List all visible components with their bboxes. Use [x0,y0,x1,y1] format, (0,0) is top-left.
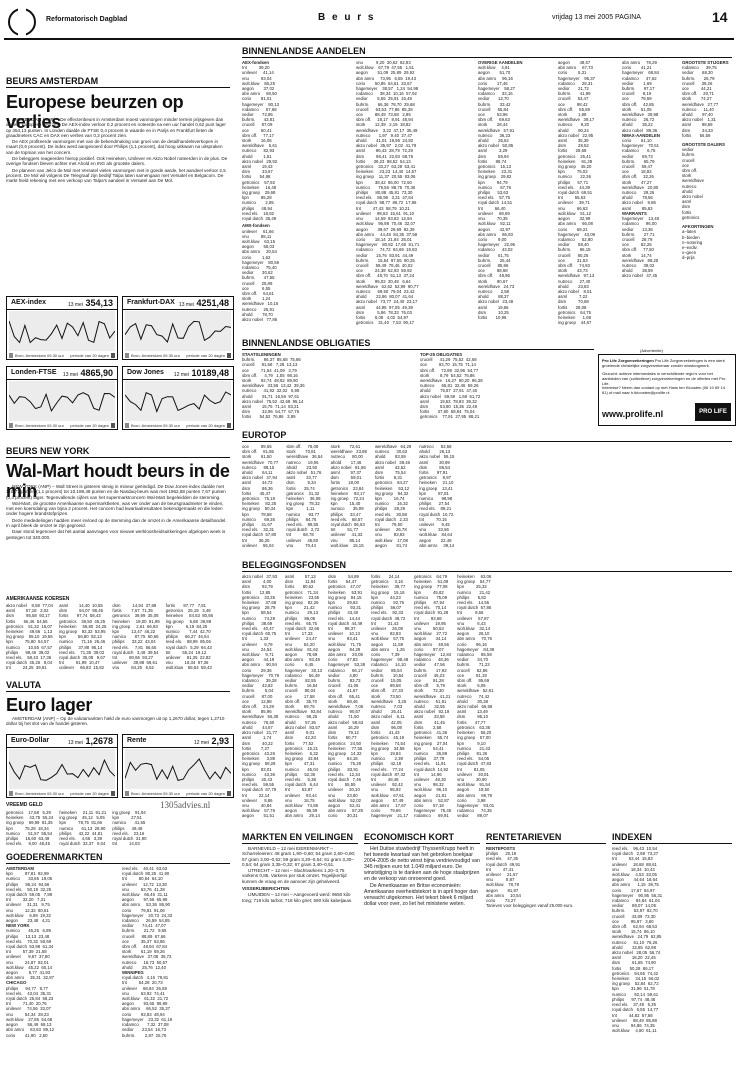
table-column: fortis 87,77 7,81 getronics 25,19 3,48 heineken 84,53 80,66 ing groep 6,68 39,88 kpn 6,19 84,25 numico 7,44 42,70 philips 66,27 46,54 reed els. 88,99 85,06 royal dutch 5,29 94,43 tnt 55,24 19,12 unilever 81,35 22,82 vnu 18,34 97,36 wolt.kluw 55,54 59,43 [165,603,213,671]
table-column: vedior buhrm. crucell oce sbm off. stork wereldhave nutreco ahold akzo nobel asml dsm fortis getronics [682,147,704,220]
table-column: heineken 63,06 ing groep 54,77 kpn 25,32 numico 21,42 philips 5,82 reed els. 14,55 royal dutch 67,86 tnt 8,66 unilever 57,87 vnu 6,43 wolt.kluw 32,14 aegon 28,10 abn amro 70,76 corio 96,16 hagemeyer 84,39 rodamco 85,59 vedior 34,70 buhrm. 71,23 crucell 52,86 oce 81,19 sbm off. 95,69 stork 6,09 wereldhave 52,91 nutreco 74,42 ahold 30,38 akzo nobel 66,58 asml 13,49 dsm 95,10 fortis 47,77 getronics 63,36 heineken 56,20 ing groep 57,00 kpn 9,10 numico 21,43 philips 81,26 reed els. 54,05 royal dutch 47,83 tnt 81,05 unilever 30,81 vnu 30,90 wolt.kluw 91,54 aegon 19,50 abn amro 69,79 corio 3,98 hagemeyer 93,01 rodamco 74,35 vedior 89,07 [457,574,495,819]
section-indexen: INDEXEN [612,832,732,844]
table-column: reed els. 96,43 10,54 royal dutch 2,98 73,27 tnt 53,44 15,83 unilever 18,68 88,61 vnu 18,34 10,43 wolt.kluw 4,53 33,05 aegon 44,64 18,64 abn amro 1,15 39,75 corio 17,67 84,97 hagemeyer 90,95 56,31 rodamco 84,84 61,04 vedior 88,07 14,05 buhrm. 53,97 82,70 crucell 43,89 73,30 oce 95,97 3,60 sbm off. 62,94 68,53 stork 15,74 86,10 wereldhave 24,79 62,85 nutreco 61,10 76,26 ahold 32,85 62,98 akzo nobel 28,05 56,74 asml 18,20 22,45 dsm 61,65 74,90 fortis 50,28 86,17 getronics 94,65 74,42 heineken 34,15 56,02 ing groep 52,84 62,72 kpn 31,96 51,78 numico 92,14 59,61 philips 97,74 48,46 reed els. 37,49 5,35 royal dutch 6,55 14,77 tnt 44,82 67,68 unilever 98,49 85,88 vnu 94,86 74,35 wolt.kluw 4,80 61,11 [612,846,663,1034]
subheading: TOP-25 OBLIGATIES [420,352,463,357]
table-vreemd-geld [6,810,232,848]
chart-line [125,759,231,780]
paragraph: NEW YORK (ANP) – Wall Street is gisteren stevig in mineur geëindigd. De Dow Jones-index daalde met 110,77 punten (1,1 procent) tot 10.189,48 punten en de Nasdaq-beurs was met 1962,88 punten 7,67 punten (0,4 procent) lager. Tegenvallende cijfers van het supermarktconcern Wal-Mart begeleidden de stemming. [6,484,226,500]
section-renetarieven: RENTETARIEVEN [486,832,606,844]
chart-line [9,393,115,411]
chart-ftse [6,366,118,430]
table-column: royal dutch 4,16 79,81 tnt 54,28 20,73 unilever 68,84 26,59 vnu 63,92 74,41 wolt.kluw 61,32 21,72 aegon 93,65 88,89 abn amro 66,52 35,37 corio 93,83 48,94 hagemeyer 23,32 61,19 rodamco 7,32 37,08 vedior 23,54 16,73 buhrm. 2,87 25,76 [122,975,173,1038]
chart-name: Frankfurt-DAX [127,299,175,306]
section-binnenlandse-aandelen: BINNENLANDSE AANDELEN [242,46,732,58]
table-column: rodamco 39,75 vedior 68,30 buhrm. 26,79 crucell 39,26 oce 44,21 sbm off. 20,71 stork 74,27 wereldhave 27,77 nutreco 11,40 ahold 97,40 akzo nobel 1,31 asml 98,69 dsm 34,33 fortis 56,59 [682,65,719,138]
amerikaanse-koersen-title: AMERIKAANSE KOERSEN [6,596,70,602]
note: Tarieven voor beleggingen vanaf 25.000 euro. [486,903,574,909]
advertentie-label: (Advertentie) [640,348,663,353]
subheading: AMX-fondsen [242,223,270,229]
table-column: fortis 24,14 getronics 3,16 heineken 39,77 ing groep 15,18 kpn 44,23 numico 92,76 philips 56,07 reed els. 92,33 royal dutch 49,72 tnt 31,43 unilever 26,08 vnu 82,83 wolt.kluw 57,75 aegon 11,59 abn amro 1,26 corio 7,39 hagemeyer 98,48 rodamco 14,10 vedior 85,54 buhrm. 10,54 crucell 15,05 oce 89,68 sbm off. 27,33 stork 73,50 wereldhave 3,25 nutreco 7,03 ahold 26,41 akzo nobel 6,11 asml 42,05 dsm 96,08 fortis 41,43 getronics 45,19 heineken 74,54 ing groep 34,58 kpn 19,84 numico 2,39 philips 42,18 reed els. 77,24 royal dutch 87,32 tnt 48,48 unilever 92,42 vnu 95,92 wolt.kluw 67,51 aegon 57,49 abn amro 17,67 corio 79,66 hagemeyer 21,17 [371,574,409,819]
section-binnenlandse-obligaties: BINNENLANDSE OBLIGATIES [242,338,594,350]
table-overige-aandelen [478,60,556,330]
table-column: dsm 54,89 fortis 54,47 getronics 47,07 heineken 53,91 ing groep 94,15 kpn 29,63 numico 93,31 philips 43,40 reed els. 14,44 royal dutch 44,49 tnt 98,37 unilever 10,13 vnu 93,41 wolt.kluw 71,75 aegon 84,29 abn amro 20,08 corio 47,83 hagemeyer 53,38 rodamco 66,17 vedior 4,80 buhrm. 83,73 crucell 41,06 oce 41,67 sbm off. 65,41 stork 68,46 wereldhave 7,06 nutreco 90,67 ahold 71,50 akzo nobel 58,63 asml 16,29 dsm 79,12 fortis 60,77 getronics 24,50 heineken 77,55 ing groep 14,32 kpn 64,18 numico 75,28 philips 83,91 reed els. 12,34 royal dutch 7,46 tnt 55,55 unilever 20,10 vnu 23,80 wolt.kluw 52,02 aegon 52,41 abn amro 87,29 corio 30,31 [328,574,366,819]
chart-name: Rente [127,737,147,744]
headline-europese-beurzen: Europese beurzen op verlies [6,92,184,132]
table-column: corio 61,10 hagemeyer 70,51 rodamco 6,75 vedior 69,73 buhrm. 65,79 crucell 59,47 oce 18,82 sbm off. 32,26 stork 47,27 wereldhave 20,80 nutreco 29,26 ahold 78,56 akzo nobel 9,86 asml 85,63 [622,138,660,211]
chart-value: 13 mei 354,13 [67,298,113,308]
chart-name: Londen-FTSE [11,369,57,376]
paragraph: De plannen van Jelco de Mol met Versatel vielen vanmorgen niet in goede aarde, het aandeel verloor 2,5 procent. De Mol wil volgens De Telegraaf zijn bedrijf Talpa laten samengaan met Versatel en Belgacom. De markt hield rekening met een verkoop van Talpa's aandeel in Versatel aan De Mol. [6,167,226,184]
table-column: reed els. 40,41 63,63 royal dutch 80,25 41,90 tnt 80,64 64,10 unilever 12,72 13,30 vnu 63,76 41,28 wolt.kluw 66,46 31,11 aegon 97,66 65,98 abn amro 53,36 86,90 corio 79,81 91,06 hagemeyer 20,73 24,33 rodamco 26,59 54,85 vedior 74,41 47,07 buhrm. 21,72 9,55 crucell 88,89 67,66 oce 35,37 63,86 sbm off. 48,94 67,84 stork 61,19 69,26 wereldhave 37,08 35,73 nutreco 16,73 50,57 ahold 25,76 12,40 [122,866,173,970]
table-amerikaanse-koersen [6,603,232,673]
headline-wal-mart: Wal-Mart houdt beurs in de min [6,461,230,501]
subheading: NMAX-AANDELEN [622,132,660,138]
table-eurotop [242,444,732,554]
subheading: CHICAGO [6,980,27,986]
subheading: NEW YORK [6,923,30,929]
chart-plot [9,749,115,789]
paragraph: AMSTERDAM (ANP) – De effectenbeurs in Amsterdam moest vanmorgen minder terrein prijsgeven dan andere Europese beurzen. De AEX-index verloor 0,2 procent en noteerde na een uur handel 0,62 punt lager op 354,13 punten. In Londen daalde de FTSE 0,4 procent in waarde en in Parijs en Frankfurt lieten de graadmeters CAC en DAX een verlies van 0,3 procent zien. [6,117,226,138]
newspaper-logo-icon [8,8,36,36]
subheading: GROOTSTE DALERS [682,142,725,148]
table-column: vnu 9,20 30,62 82,93 wolt.kluw 67,79 47,55 1,51 aegon 51,09 25,89 29,92 abn amro 73,96 6,55 19,43 corio 50,85 64,61 33,67 hagemeyer 38,57 1,24 54,98 rodamco 38,34 10,16 57,92 vedior 5,55 25,91 16,48 buhrm. 66,36 78,70 29,68 crucell 63,53 77,86 85,28 oce 88,49 73,58 2,85 sbm off. 18,17 8,91 48,94 stork 12,39 2,19 18,82 wereldhave 3,22 47,17 35,49 nutreco 1,97 9,40 27,47 ahold 41,01 19,95 24,82 akzo nobel 35,97 2,02 41,79 asml 86,43 28,79 72,29 dsm 98,41 22,93 68,76 fortis 39,23 98,52 54,13 getronics 33,27 63,28 53,41 heineken 23,23 14,40 14,57 ing groep 11,37 20,55 83,06 kpn 38,42 86,00 72,50 numico 79,56 88,75 70,36 philips 80,88 45,81 73,30 reed els. 86,96 3,31 47,64 royal dutch 98,77 86,72 17,96 tnt 47,43 58,79 10,21 unilever 98,63 15,61 91,10 vnu 14,59 83,83 12,94 wolt.kluw 96,98 70,46 32,07 aegon 39,67 29,69 92,39 abn amro 44,48 84,35 37,58 corio 18,14 21,84 26,01 hagemeyer 80,82 17,60 81,71 rodamco 74,72 84,69 19,83 vedior 15,76 83,91 44,49 buhrm. 15,54 97,55 90,25 crucell 59,49 78,46 40,02 oce 24,38 62,93 59,92 sbm off. 48,70 51,13 37,24 stork 95,02 30,48 6,64 wereldhave 62,62 52,99 90,77 nutreco 69,50 79,04 23,42 ahold 22,86 80,07 41,64 akzo nobel 73,77 24,40 23,17 asml 44,95 97,05 49,39 dsm 5,96 78,33 76,03 fortis 5,08 4,02 54,97 getronics 31,40 7,53 90,17 [356,60,420,326]
article-wal-mart [6,484,230,592]
chart-plot [9,311,115,351]
paragraph: Het Duitse stuwbedrijf ThyssenKrupp heeft in het tweede kwartaal van het gebroken boekjaar 2004-2005 de netto winst bijna verdrievoudigd van 345 miljoen euro tot 1.049 miljard euro. De winststijging is te danken aan de hoge staalprijzen en de verkoop van onroerend goed. [364,846,480,882]
table-nmax [622,60,680,330]
table-column: akzo nobel 37,93 asml 4,00 dsm 92,79 fortis 12,85 getronics 33,35 heineken 37,68 ing groep 28,79 kpn 58,54 numico 74,29 philips 38,69 reed els. 40,47 royal dutch 60,75 tnt 1,33 unilever 9,79 vnu 24,54 wolt.kluw 9,71 aegon 44,19 abn amro 90,94 corio 29,36 hagemeyer 70,79 rodamco 39,28 vedior 42,82 buhrm. 5,04 crucell 87,00 oce 12,88 sbm off. 24,29 stork 85,96 wereldhave 56,39 nutreco 76,60 ahold 44,67 akzo nobel 21,77 asml 1,74 dsm 40,22 fortis 7,27 getronics 43,26 heineken 3,89 ing groep 59,28 kpn 83,01 numico 43,36 philips 40,43 reed els. 59,55 royal dutch 67,79 tnt 22,14 unilever 8,86 vnu 40,84 wolt.kluw 57,76 aegon 51,51 [242,574,280,819]
chart-line [125,321,231,342]
chart-dow-jones [122,366,234,430]
table-indexen [612,846,732,1064]
ad-url[interactable]: www.prolife.nl [602,409,664,419]
table-column: tnt 39,20 unilever 41,14 vnu 93,04 wolt.kluw 86,25 aegon 37,02 abn amro 68,50 corio 81,01 hagemeyer 80,13 rodamco 57,68 vedior 72,85 buhrm. 43,81 crucell 87,09 oce 60,41 sbm off. 77,17 stork 16,05 wereldhave 6,61 nutreco 82,93 ahold 1,51 akzo nobel 29,92 asml 19,43 dsm 33,67 fortis 54,98 getronics 57,92 heineken 16,48 ing groep 29,68 kpn 85,28 numico 2,85 philips 48,94 reed els. 18,82 royal dutch 35,49 [242,65,280,222]
table-top25 [420,352,595,422]
table-column: asml 57,13 dsm 11,94 fortis 80,62 getronics 71,34 heineken 23,55 ing groep 82,26 kpn 21,42 numico 29,13 philips 86,05 reed els. 65,75 royal dutch 32,66 tnt 17,33 unilever 24,47 vnu 54,20 wolt.kluw 81,62 aegon 78,69 abn amro 93,48 corio 6,45 hagemeyer 30,13 rodamco 56,49 vedior 82,55 buhrm. 16,54 crucell 80,04 oce 17,58 sbm off. 35,70 stork 69,75 wereldhave 93,84 nutreco 58,25 ahold 57,36 akzo nobel 83,57 asml 9,01 dsm 42,20 fortis 77,52 getronics 15,21 heineken 6,32 ing groep 43,94 kpn 47,31 numico 45,04 philips 52,36 reed els. 5,38 royal dutch 6,44 tnt 53,87 unilever 93,44 vnu 18,75 wolt.kluw 74,86 aegon 95,59 abn amro 29,14 [285,574,323,819]
table-renetarieven [486,846,606,916]
section-valuta: VALUTA [6,680,230,692]
chart-rente [122,734,234,798]
section-eurotop: EUROTOP [242,430,732,442]
table-aex-koersen [356,60,474,330]
paragraph: Wal-Mart, de grootste Amerikaanse supermarktketen, was ver onder aan de beursgraadmeter te vinden, met een koersdaling van bijna 2 procent. Het concern had kwartaalresultaten bekendgemaakt en die leden onder hogere brandstofprijzen. [6,500,224,517]
paragraph: AMSTERDAM (ANP) – Op de valutamarkten hield de euro vanmorgen uit op 1,2670 dollar, tegen 1,2710 dollar bij het slot van de handel gisteren. [6,716,225,727]
table-goederen-right [122,866,232,1064]
table-column: sbm off. 76,08 stork 70,81 wereldhave 36,54 nutreco 19,06 ahold 23,50 akzo nobel 51,76 asml 33,77 dsm 9,34 fortis 25,74 getronics 31,32 heineken 36,08 ing groep 78,32 kpn 1,11 numico 93,77 philips 84,76 reed els. 88,55 royal dutch 2,72 tnt 68,78 unilever 45,80 vnu 70,44 [286,444,323,548]
table-column: unilever 61,66 vnu 88,11 wolt.kluw 63,15 aegon 56,03 abn amro 20,54 corio 1,62 hagemeyer 80,59 rodamco 75,40 vedior 30,62 buhrm. 47,55 crucell 25,89 oce 6,55 sbm off. 64,61 stork 1,24 wereldhave 10,16 nutreco 25,91 ahold 78,70 akzo nobel 77,86 [242,228,280,322]
table-column: getronics 17,68 5,29 heineken 43,75 55,24 ing groep 69,99 81,35 kpn 75,28 18,34 numico 51,57 55,54 philips 16,60 63,49 reed els. 9,00 48,45 [6,810,54,847]
chart-dax [122,296,234,360]
chart-value: 12 mei 2,93 [193,736,229,746]
page-date: vrijdag 13 mei 2005 PAGINA [552,14,641,21]
chart-name: Euro-Dollar [11,737,50,744]
section-beurs-amsterdam: BEURS AMSTERDAM [6,76,230,88]
chart-footer: Bron: Amsterdam 09.30 uur periode van 20 dagen [9,421,115,429]
paragraph: De Amerikaanse en Britse economieën: Amerikaanse overheidstekort is in april hoger dan verwacht uitgekomen. Het tekort bleek 6 miljard dollar voor over, zo liet het ministerie weten. [364,883,478,907]
ad-line: Pro Life Zorgverzekeringen Pro Life Zorgverzekeringen is een sterk groeiende christelijke zorgverzekeraar zonder winstoogmerk. [602,358,725,368]
table-column: nutreco 53,58 ahold 26,13 akzo nobel 59,15 asml 30,99 dsm 86,54 fortis 97,91 getronics 8,97 heineken 21,10 ing groep 13,41 kpn 87,81 numico 98,98 philips 27,54 reed els. 89,21 royal dutch 10,72 tnt 70,15 unilever 9,45 vnu 33,56 wolt.kluw 84,64 aegon 22,48 abn amro 39,14 [419,444,455,548]
subheading: OVERIGE AANDELEN [478,60,523,65]
subheading: RENTEPOSTS [486,846,516,851]
table-overige-2 [558,60,620,330]
paragraph: Deze mededelingen hadden meer invloed op de stemming dan de omzet in de Amerikaanse detailhandel. In april bleek de omzet te zijn gegroeid. [6,517,227,529]
chart-footer: Bron: Amsterdam 09.30 uur periode van 20 dagen [125,351,231,359]
article-markten [242,846,358,1064]
table-column: heineken 21,11 81,21 ing groep 45,12 5,05 kpn 78,75 81,66 numico 61,13 28,90 philips 42,22 44,81 reed els. 4,66 3,39 royal dutch 33,37 9,04 [59,810,107,847]
table-column: wolt.kluw 4,91 aegon 51,70 abn amro 96,16 corio 17,46 hagemeyer 58,27 rodamco 33,16 vedior 12,70 buhrm. 33,42 crucell 55,84 oce 53,96 sbm off. 69,63 stork 28,44 wereldhave 57,91 nutreco 36,23 ahold 26,62 akzo nobel 50,85 asml 3,29 dsm 59,94 fortis 88,74 getronics 15,13 heineken 23,31 ing groep 29,82 kpn 94,79 numico 67,76 philips 53,63 reed els. 57,75 royal dutch 14,51 tnt 66,40 unilever 68,69 vnu 70,35 wolt.kluw 82,11 aegon 42,97 abn amro 86,93 corio 9,00 hagemeyer 22,96 rodamco 43,02 vedior 61,75 buhrm. 25,44 crucell 85,96 oce 88,68 sbm off. 48,95 stork 90,67 wereldhave 24,73 nutreco 2,58 ahold 88,37 akzo nobel 23,48 asml 19,66 dsm 10,25 fortis 10,96 [478,65,516,320]
chart-euro-dollar [6,734,118,798]
section-beurs-new-york: BEURS NEW YORK [6,446,230,458]
table-column: akzo nobel 8,58 77,04 asml 57,18 3,02 dsm 95,58 93,17 fortis 66,46 54,55 getronics 51,32 16,07 heineken 49,66 1,13 ing groep 65,10 19,56 kpn 75,80 54,57 numico 10,55 67,57 philips 98,46 39,02 reed els. 58,43 17,36 royal dutch 45,25 8,04 tnt 24,25 39,91 [6,603,54,671]
section-goederenmarkten: GOEDERENMARKTEN [6,852,230,864]
page-number: 14 [712,9,728,25]
subheading: WINNIPEG [122,970,144,976]
table-column: dsm 14,94 37,88 fortis 7,67 71,35 getronics 39,99 35,08 heineken 19,00 91,99 ing groep 2,61 66,83 kpn 13,47 46,22 numico 87,75 60,66 philips 33,22 43,04 reed els. 7,81 56,65 royal dutch 3,48 39,54 tnt 80,66 93,27 unilever 39,88 69,61 vnu 84,25 6,52 [112,603,160,671]
article-europese-beurzen [6,117,230,287]
section-beleggingsfondsen: BELEGGINGSFONDSEN [242,560,732,572]
chart-plot [125,311,231,351]
section-title: B e u r s [318,12,376,23]
table-column: getronics 64,79 heineken 51,09 ing groep 77,08 kpn 45,82 numico 75,09 philips 67,94 reed els. 70,14 royal dutch 91,28 tnt 93,68 unilever 19,95 vnu 50,53 wolt.kluw 27,72 aegon 34,14 abn amro 48,56 corio 87,07 hagemeyer 12,84 rodamco 48,36 vedior 47,56 buhrm. 17,92 crucell 45,23 oce 91,28 sbm off. 5,79 stork 72,30 wereldhave 41,21 nutreco 51,91 ahold 32,55 akzo nobel 92,19 asml 33,58 dsm 41,45 fortis 2,58 getronics 41,36 heineken 55,74 ing groep 27,04 kpn 54,41 numico 26,89 philips 37,79 reed els. 11,91 royal dutch 14,92 tnt 14,96 unilever 48,30 vnu 98,32 wolt.kluw 96,10 aegon 21,81 abn amro 52,87 corio 57,18 hagemeyer 75,45 rodamco 69,91 [414,574,452,819]
chart-name: AEX-index [11,299,47,306]
chart-name: Dow Jones [127,369,164,376]
chart-footer: Bron: Amsterdam 09.30 uur periode van 20 dagen [9,351,115,359]
table-column: wereldhave 64,29 nutreco 30,63 ahold 83,59 akzo nobel 38,46 asml 43,52 dsm 75,54 fortis 8,31 getronics 84,27 heineken 53,12 ing groep 94,32 kpn 16,74 numico 16,32 philips 28,29 reed els. 30,58 royal dutch 2,33 tnt 79,50 unilever 26,78 vnu 83,93 wolt.kluw 17,08 aegon 81,74 [374,444,412,548]
ad-line: Interesse? Neem dan contact op met Hans ten Kloosten (06 10 69 14 81) of mail naar h.tkloosten@prolife.nl [602,385,725,395]
table-column: asml 14,40 10,55 dsm 94,07 98,46 fortis 97,74 58,43 getronics 39,50 45,25 heineken 59,80 24,25 ing groep 92,32 53,95 kpn 56,80 82,13 numico 71,16 26,46 philips 37,88 95,14 reed els. 71,35 39,02 royal dutch 35,08 9,67 tnt 91,99 10,47 unilever 66,83 15,82 [59,603,107,671]
chart-value: 13 mei 1,2678 [67,736,113,746]
chart-aex [6,296,118,360]
chart-footer: Bron: Amsterdam 09.30 uur periode van 20 dagen [9,789,115,797]
header-rule [4,38,734,40]
table-column: crucell 41,29 75,52 42,68 oce 93,70 15,75 71,14 sbm off. 72,89 32,96 54,77 stork 8,79 54,52 76,86 wereldhave 16,27 90,20 96,38 nutreco 65,81 32,46 59,26 ahold 75,87 27,91 47,40 akzo nobel 59,59 1,68 61,72 asml 19,53 78,93 39,32 dsm 53,80 15,35 22,49 fortis 37,80 58,94 75,04 getronics 77,91 27,95 88,21 [420,357,483,420]
subheading: AFKORTINGEN [682,224,714,230]
section-economisch-kort: ECONOMISCH KORT [364,832,480,844]
chart-line [9,321,115,343]
page-header [0,0,738,40]
pro-life-logo-icon: PRO LIFE [695,403,731,421]
table-column: ing groep 91,94 kpn 27,51 numico 41,55 philips 49,48 reed els. 23,16 royal dutch 31,90 tnt 14,03 [112,810,147,847]
paragraph: UTRECHT – 12 mei – Slachtvarkens 1,20–3,75 varkens 0,85. Varkens per stuk omzet. Tegelijkertijd kunnen de vraag en de aanvoer zijn gehalveerd. [242,868,347,884]
ad-line: Gezocht: actieve intermediairs in verschillende regio's voor het aanbieden van (collectieve) zorgverzekeringen en de offertes met Pro Life. [602,371,726,386]
table-column: buhrm. 86,37 85,68 75,86 crucell 91,58 7,28 13,13 oce 71,64 41,09 3,79 sbm off. 4,79 1,55 98,16 stork 92,74 48,82 89,90 wereldhave 33,55 13,42 39,35 nutreco 41,92 32,02 6,98 ahold 91,71 16,56 97,61 akzo nobel 75,52 42,68 95,14 asml 15,75 71,14 83,21 dsm 32,96 54,77 67,76 fortis 54,52 76,86 3,89 [242,357,305,420]
chart-plot [125,749,231,789]
advertisement-pro-life[interactable] [598,354,736,426]
chart-plot [125,381,231,421]
subheading: VISSERIJBERICHTEN [242,886,290,892]
article-euro-lager [6,716,230,730]
vreemd-geld-title: VREEMD GELD [6,802,43,808]
subheading: GROOTSTE STIJGERS [682,60,729,65]
chart-value: 13 mei 4251,48 [178,298,229,308]
chart-line [125,392,231,412]
newspaper-name: Reformatorisch Dagblad [46,16,128,23]
table-column: a–laten b–bieden n–notering e–exdiv. x–geen d–prijs [682,229,703,261]
table-column: numico 46,26 6,89 philips 13,13 23,48 reed els. 70,32 50,69 royal dutch 53,98 61,34 tnt 57,39 21,58 unilever 9,87 37,80 vnu 24,87 92,01 wolt.kluw 45,22 60,14 aegon 8,77 41,93 abn amro 35,31 32,87 [6,928,55,981]
chart-footer: Bron: Amsterdam 09.30 uur periode van 20 dagen [125,789,231,797]
chart-value: 13 mei 4865,90 [62,368,113,378]
table-column: hagemeyer 13,48 rodamco 96,00 vedior 13,36 buhrm. 27,71 crucell 28,79 oce 82,26 sbm off. 77,50 stork 14,74 wereldhave 88,25 nutreco 39,02 ahold 38,59 akzo nobel 47,45 [622,216,660,279]
table-column: philips 94,77 8,77 reed els. 43,04 35,31 royal dutch 25,84 58,23 tnt 71,40 20,76 unilever 74,56 33,07 vnu 54,34 28,23 wolt.kluw 27,85 54,68 aegon 56,49 69,13 abn amro 63,63 89,12 corio 41,90 2,50 [6,985,55,1038]
table-column: aegon 48,57 abn amro 67,73 corio 5,31 hagemeyer 95,37 rodamco 28,31 vedior 21,72 buhrm. 41,99 crucell 53,47 oce 98,42 sbm off. 55,69 stork 1,98 wereldhave 39,17 nutreco 9,20 ahold 90,24 akzo nobel 22,95 asml 35,39 dsm 28,52 fortis 28,68 getronics 25,41 heineken 91,28 ing groep 45,20 kpn 75,02 numico 22,36 philips 57,71 reed els. 44,39 royal dutch 69,51 tnt 55,63 unilever 39,71 vnu 66,63 wolt.kluw 51,12 aegon 32,99 abn amro 66,08 corio 69,21 hagemeyer 43,09 rodamco 52,80 vedior 58,40 buhrm. 96,15 crucell 80,25 oce 31,53 sbm off. 74,93 stork 43,73 wereldhave 97,13 nutreco 27,40 ahold 23,83 akzo nobel 8,51 asml 7,22 dsm 70,68 fortis 28,08 getronics 64,75 heineken 1,69 ing groep 44,67 [558,60,596,326]
table-column: kpn 87,81 82,99 numico 33,65 19,05 philips 95,24 94,66 reed els. 50,19 32,25 royal dutch 59,05 7,89 tnt 32,20 7,31 unilever 31,31 9,75 vnu 12,32 80,61 wolt.kluw 6,89 19,32 aegon 23,48 4,21 [6,871,53,924]
chart-plot [9,381,115,421]
subheading: AMSTERDAM [6,866,34,871]
paragraph: De AEX profiteerde vanmorgen met van de bekendmaking van groei van de detailhandelsverkopen in maart (0,6 procent). De index werd aangevoerd door Philips (1,1 procent), dat hoog uitkwam na uitspraken van de topman van het concern. [6,139,223,155]
table-goederen-left [6,866,116,1064]
paragraph: De beleggers reageerden hierop positief. Ook Heineken, Unilever en Akzo Nobel noteerden in de plus. De overige fondsen bleven achter met Ahold en ING als grootste dalers. [6,156,228,167]
table-column: abn amro 78,29 corio 41,21 hagemeyer 68,84 rodamco 47,62 vedior 1,69 buhrm. 97,17 crucell 8,19 oce 78,59 sbm off. 42,85 stork 51,05 wereldhave 39,98 nutreco 26,72 ahold 35,22 akzo nobel 89,36 [622,60,660,133]
subheading: WARRANTS [622,210,647,216]
chart-footer: Bron: Amsterdam 09.30 uur periode van 20 dagen [125,421,231,429]
table-beleggingsfondsen [242,574,732,826]
paragraph: BARNEVELD – 12 mei EIERENMARKT – Scharreleieren: 48 gram 1,90–0,60; 54 gram 2,60–0,80; 57 gram 3,00–0,52; 59 gram 3,20–0,54; 61 gram 3,30–0,54; 64 gram 3,35–0,32; 67 gram 3,40–0,51. [242,846,356,867]
table-column: philips 20,19 reed els. 47,35 royal dutch 49,91 tnt 47,41 unilever 21,57 vnu 8,87 wolt.kluw 78,78 aegon 81,97 abn amro 10,54 corio 73,27 [486,851,521,904]
table-stijgers-dalers [682,60,734,330]
paragraph: Daar stond tegenover dat het aantal aanvragen voor nieuwe werkloosheidsuitkeringen afgelopen week is gestegen tot 340.000. [6,529,226,540]
table-column: oce 89,55 sbm off. 81,86 stork 61,50 wereldhave 70,77 nutreco 88,15 ahold 64,11 akzo nobel 47,94 asml 44,72 dsm 86,36 fortis 45,47 getronics 75,18 heineken 82,25 ing groep 50,34 kpn 78,58 numico 69,36 philips 41,67 reed els. 32,31 royal dutch 57,80 tnt 36,25 unilever 55,04 [242,444,279,548]
article-economisch-kort [364,846,480,1064]
table-staatsleningen [242,352,417,422]
chart-line [9,760,115,780]
section-markten-veilingen: MARKTEN EN VEILINGEN [242,832,358,844]
subheading: AEX-fondsen [242,60,269,65]
headline-euro-lager: Euro lager [6,695,93,715]
table-column: stork 72,61 wereldhave 23,88 nutreco 80,00 ahold 17,46 akzo nobel 91,56 asml 97,37 dsm 59,01 fortis 18,00 getronics 23,84 heineken 93,17 ing groep 72,24 kpn 15,40 numico 35,99 philips 33,47 reed els. 68,57 royal dutch 96,63 tnt 51,77 unilever 41,33 vnu 85,14 wolt.kluw 15,15 [330,444,367,548]
chart-value: 12 mei 10189,48 [173,368,229,378]
paragraph: IJMUIDEN – 12 mei – Aangevoerd werd: 9650 kilo tong; 719 kilo tarbot; 718 kilo griet; 590 kilo kabeljauw. [242,892,353,903]
table-aex-fondsen [242,60,354,330]
website-watermark: 1305advies.nl [160,800,211,810]
subheading: STAATSLENINGEN [242,352,281,357]
